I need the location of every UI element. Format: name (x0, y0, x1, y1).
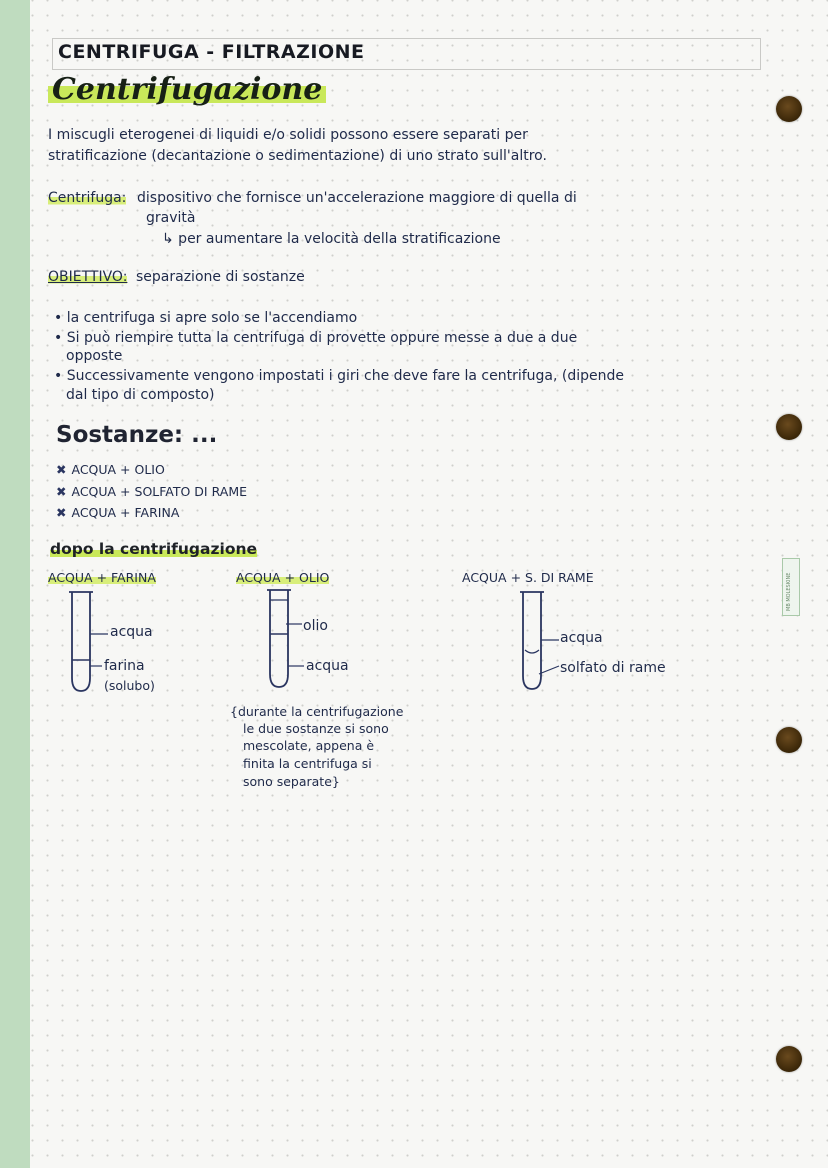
tube1-title: ACQUA + FARINA (48, 570, 156, 585)
centrifuga-label: Centrifuga: (48, 190, 127, 206)
tube3-bottom-label: solfato di rame (560, 660, 666, 676)
section-heading: Centrifugazione (48, 72, 326, 107)
tube3-top-label: acqua (560, 630, 603, 646)
binder-hole-3 (776, 727, 802, 753)
tube3-title: ACQUA + S. DI RAME (462, 570, 594, 585)
binder-hole-2 (776, 414, 802, 440)
dopo-heading: dopo la centrifugazione (50, 540, 258, 558)
binder-hole-4 (776, 1046, 802, 1072)
cross-icon: ✖ (56, 484, 67, 499)
bullet-1: • la centrifuga si apre solo se l'accendiamo (54, 310, 358, 326)
page-margin-stripe (0, 0, 30, 1168)
cross-icon: ✖ (56, 505, 67, 520)
intro-line-1: I miscugli eterogenei di liquidi e/o solidi possono essere separati per (48, 127, 528, 143)
bullet-3-cont: dal tipo di composto) (66, 387, 215, 403)
sostanze-heading: Sostanze: ... (56, 422, 218, 448)
bullet-2: • Si può riempire tutta la centrifuga di provette oppure messe a due a due (54, 330, 578, 346)
sostanza-3: ✖ ACQUA + FARINA (56, 505, 180, 520)
centrifuga-definition-2: gravità (146, 210, 196, 226)
page-title: CENTRIFUGA - FILTRAZIONE (58, 41, 365, 63)
tube2-top-label: olio (303, 618, 328, 634)
tube2-title: ACQUA + OLIO (236, 570, 330, 585)
brand-tag: MB MOLESKINE (782, 558, 800, 616)
tube2-bottom-label: acqua (306, 658, 349, 674)
test-tube-icon (262, 586, 322, 696)
centrifuga-definition-3: ↳ per aumentare la velocità della stratificazione (162, 231, 501, 247)
sostanza-1: ✖ ACQUA + OLIO (56, 462, 165, 477)
note-line-2: le due sostanze si sono (243, 721, 389, 736)
centrifuga-definition-1: dispositivo che fornisce un'accelerazione maggiore di quella di (137, 190, 577, 206)
binder-hole-1 (776, 96, 802, 122)
note-line-3: mescolate, appena è (243, 738, 375, 753)
obiettivo-text: separazione di sostanze (136, 269, 305, 285)
cross-icon: ✖ (56, 462, 67, 477)
tube1-bottom-note: (solubo) (104, 678, 155, 693)
tube1-bottom-label: farina (104, 658, 145, 674)
tube1-top-label: acqua (110, 624, 153, 640)
intro-line-2: stratificazione (decantazione o sedimentazione) di uno strato sull'altro. (48, 148, 547, 164)
sostanza-2: ✖ ACQUA + SOLFATO DI RAME (56, 484, 248, 499)
note-line-1: {durante la centrifugazione (230, 704, 404, 719)
bullet-3: • Successivamente vengono impostati i giri che deve fare la centrifuga, (dipende (54, 368, 625, 384)
obiettivo-label: OBIETTIVO: (48, 269, 128, 285)
note-line-5: sono separate} (243, 774, 340, 789)
bullet-2-cont: opposte (66, 348, 123, 364)
note-line-4: finita la centrifuga si (243, 756, 372, 771)
